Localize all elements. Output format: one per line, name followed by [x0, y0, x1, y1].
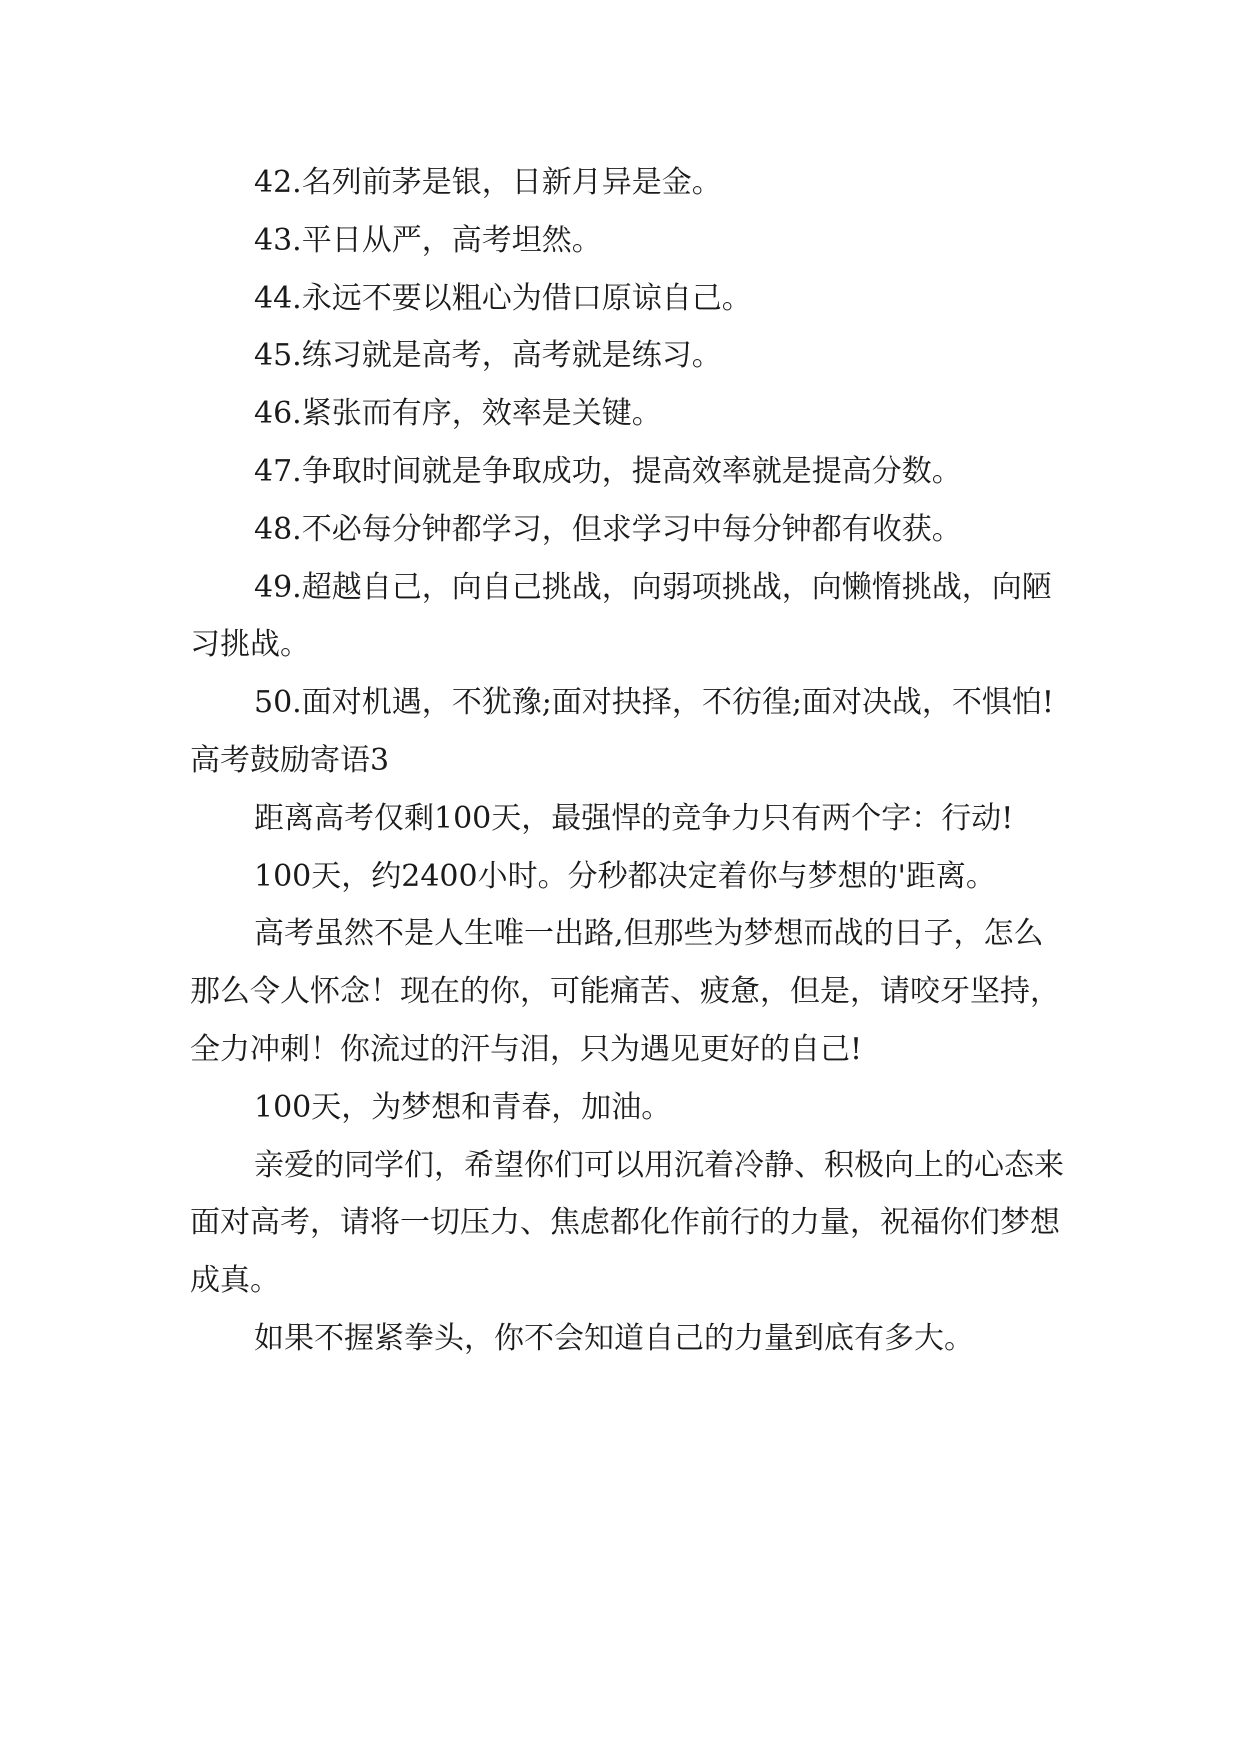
paragraph: 高考虽然不是人生唯一出路,但那些为梦想而战的日子，怎么那么令人怀念！现在的你，可能痛苦、疲惫，但是，请咬牙坚持，全力冲刺！你流过的汗与泪，只为遇见更好的自己!	[190, 916, 1060, 1067]
list-item: 47.争取时间就是争取成功，提高效率就是提高分数。	[254, 453, 962, 489]
paragraph: 距离高考仅剩100天，最强悍的竞争力只有两个字：行动!	[254, 800, 1014, 836]
paragraph: 100天，为梦想和青春，加油。	[254, 1089, 672, 1125]
paragraph: 100天，约2400小时。分秒都决定着你与梦想的'距离。	[254, 858, 996, 894]
list-item: 48.不必每分钟都学习，但求学习中每分钟都有收获。	[254, 511, 962, 547]
list-item: 44.永远不要以粗心为借口原谅自己。	[254, 280, 752, 316]
section-title: 高考鼓励寄语3	[190, 742, 390, 778]
list-item: 43.平日从严，高考坦然。	[254, 222, 602, 258]
document-body	[190, 154, 1070, 1368]
paragraph: 如果不握紧拳头，你不会知道自己的力量到底有多大。	[254, 1320, 974, 1356]
list-item: 50.面对机遇，不犹豫;面对抉择，不彷徨;面对决战，不惧怕!	[254, 685, 1054, 721]
list-item: 45.练习就是高考，高考就是练习。	[254, 338, 722, 374]
list-item: 42.名列前茅是银，日新月异是金。	[254, 165, 722, 200]
list-item: 46.紧张而有序，效率是关键。	[254, 396, 662, 432]
paragraph: 亲爱的同学们，希望你们可以用沉着冷静、积极向上的心态来面对高考，请将一切压力、焦虑都化作前行的力量，祝福你们梦想成真。	[190, 1147, 1064, 1299]
list-item: 49.超越自己，向自己挑战，向弱项挑战，向懒惰挑战，向陋习挑战。	[190, 569, 1052, 663]
